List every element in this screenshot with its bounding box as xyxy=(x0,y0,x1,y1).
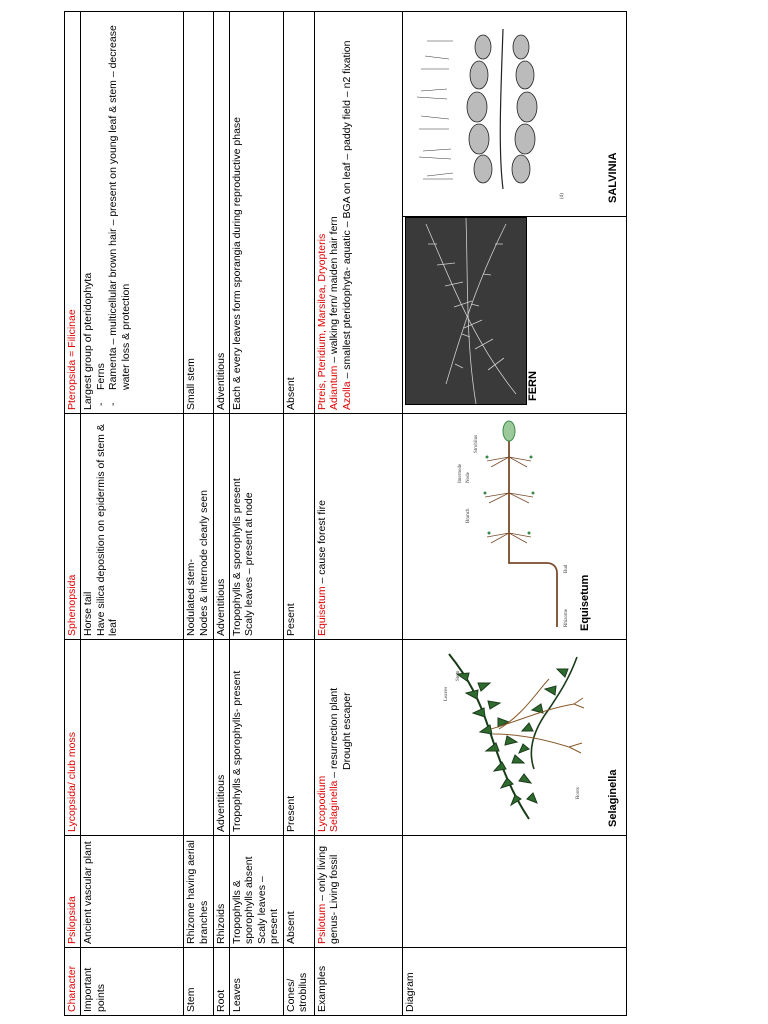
row-stem xyxy=(184,12,214,1016)
psilopsida-important: Ancient vascular plant xyxy=(81,836,184,948)
row-examples xyxy=(314,12,402,1016)
equisetum-label-strobilus: Strobilus xyxy=(473,434,479,453)
rotated-page xyxy=(64,12,624,1016)
sphenopsida-leaves: Tropophylls & sporophylls present Scaly leaves – present at node xyxy=(229,414,283,640)
row-leaves xyxy=(229,12,283,1016)
sphenopsida-important: Horse tail Have silica deposition on epidermis of stem & leaf xyxy=(81,414,184,640)
row-cones xyxy=(283,12,314,1016)
pteropsida-points: - Ferns - Ramenta – multicellular brown hair – present on young leaf & stem – decrease water loss & protection xyxy=(95,15,133,410)
equisetum-caption: Equisetum xyxy=(578,574,591,631)
label-cones: Cones/ strobilus xyxy=(283,948,314,1016)
pteropsida-important: Largest group of pteridophyta - Ferns - Ramenta – multicellular brown hair – present on young leaf & stem – decrease water loss & protection xyxy=(81,12,184,414)
pteropsida-examples: Ptreis, Pteridium, Marsilea, Dryopteris Adiantum – walking fern/ maiden hair fern Azolla – smallest pteridophyta- aquatic – BGA on leaf – paddy field – n2 fixation xyxy=(314,12,402,414)
example-selaginella: Selaginella xyxy=(328,780,340,832)
selaginella-label-roots: Roots xyxy=(575,787,581,799)
header-character: Character xyxy=(65,948,81,1016)
example-lycopodium: Lycopodium xyxy=(315,775,328,832)
example-azolla: Azolla xyxy=(340,381,353,410)
row-diagram xyxy=(402,12,626,1016)
label-stem: Stem xyxy=(184,948,214,1016)
row-important-points xyxy=(81,12,184,1016)
salvinia-illustration xyxy=(413,19,583,209)
psilopsida-cones: Absent xyxy=(283,836,314,948)
equisetum-label-internode: Internode xyxy=(457,463,463,483)
pteropsida-diagram-cell xyxy=(402,12,626,414)
label-leaves: Leaves xyxy=(229,948,283,1016)
selaginella-label-leaves: Leaves xyxy=(443,686,449,701)
lycopsida-stem xyxy=(184,640,214,836)
pteropsida-cones: Absent xyxy=(283,12,314,414)
fern-fronds xyxy=(406,218,526,404)
header-pteropsida: Pteropsida = Filicinae xyxy=(65,12,81,414)
equisetum-label-bud: Bud xyxy=(563,564,569,573)
sphenopsida-examples: Equisetum – cause forest fire xyxy=(314,414,402,640)
equisetum-label-branch: Branch xyxy=(465,508,471,523)
selaginella-label-stem: Stem xyxy=(455,670,461,681)
inner-divider xyxy=(403,216,627,217)
sphenopsida-stem: Nodulated stem- Nodes & internode clearly seen xyxy=(184,414,214,640)
lycopsida-root: Adventitious xyxy=(214,640,230,836)
psilopsida-root: Rhizoids xyxy=(214,836,230,948)
sphenopsida-cones: Pesent xyxy=(283,414,314,640)
fern-photo xyxy=(405,217,527,405)
lycopsida-cones: Present xyxy=(283,640,314,836)
header-lycopsida: Lycopsida/ club moss xyxy=(65,640,81,836)
pteridophyta-table xyxy=(64,11,627,1016)
psilopsida-stem: Rhizome having aerial branches xyxy=(184,836,214,948)
example-psilotum: Psilotum xyxy=(315,903,328,944)
label-root: Root xyxy=(214,948,230,1016)
selaginella-illustration xyxy=(409,645,589,829)
header-row xyxy=(65,12,81,1016)
equisetum-label-node: Node xyxy=(465,472,471,483)
label-important: Important points xyxy=(81,948,184,1016)
psilopsida-leaves: Tropophylls & sporophylls absent Scaly leaves – present xyxy=(229,836,283,948)
salvinia-caption: SALVINIA xyxy=(606,152,619,203)
equisetum-diagram-cell xyxy=(402,414,626,640)
selaginella-diagram-cell xyxy=(402,640,626,836)
example-adiantum: Adiantum xyxy=(328,365,340,410)
lycopsida-important xyxy=(81,640,184,836)
equisetum-label-rhizome: Rhizome xyxy=(563,608,569,627)
fern-caption: FERN xyxy=(526,371,539,401)
salvinia-label-d: (d) xyxy=(559,193,565,199)
lycopsida-leaves: Tropophylls & sporophylls- present xyxy=(229,640,283,836)
selaginella-caption: Selaginella xyxy=(606,769,619,827)
equisetum-illustration xyxy=(417,419,577,633)
pteropsida-root: Adventitious xyxy=(214,12,230,414)
pteropsida-stem: Small stem xyxy=(184,12,214,414)
example-equisetum: Equisetum xyxy=(315,586,328,636)
lycopsida-examples: Lycopodium Selaginella – resurrection plant Drought escaper xyxy=(314,640,402,836)
psilopsida-diagram xyxy=(402,836,626,948)
example-ferns-list: Ptreis, Pteridium, Marsilea, Dryopteris xyxy=(315,233,328,410)
label-examples: Examples xyxy=(314,948,402,1016)
pteropsida-leaves: Each & every leaves form sporangia during reproductive phase xyxy=(229,12,283,414)
label-diagram: Diagram xyxy=(402,948,626,1016)
header-psilopsida: Psilopsida xyxy=(65,836,81,948)
header-sphenopsida: Sphenopsida xyxy=(65,414,81,640)
row-root xyxy=(214,12,230,1016)
psilopsida-examples: Psilotum – only living genus- Living fossil xyxy=(314,836,402,948)
sphenopsida-root: Adventitious xyxy=(214,414,230,640)
